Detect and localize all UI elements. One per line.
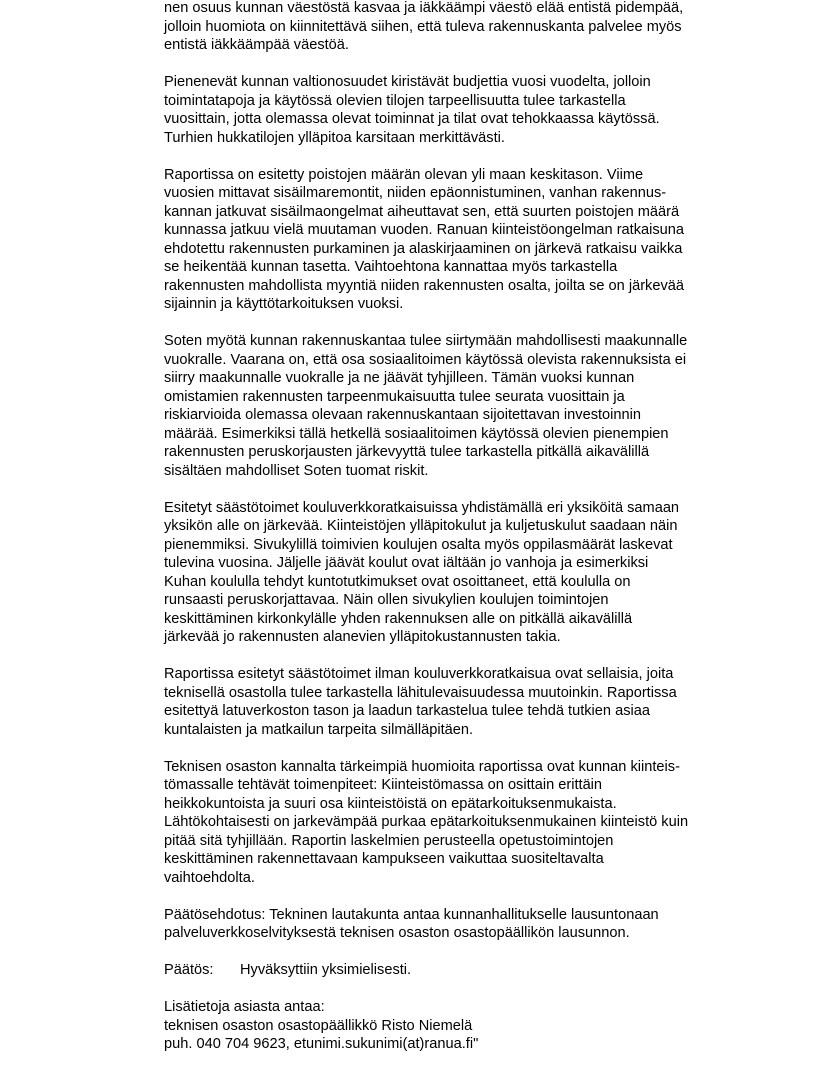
text-line: määrää. Esimerkiksi tällä hetkellä sosiaalitoimen käytössä olevien pienempien [164,425,669,442]
paragraph [164,665,764,739]
text-line: se heikentää kunnan tasetta. Vaihtoehtona kannattaa myös tarkastella [164,259,618,275]
text-line: kunnassa jatkuu vielä muutaman vuoden. Ranuan kiinteistöongelman ratkaisuna [164,222,685,238]
paragraph [164,906,764,943]
decision [164,961,764,980]
paragraph [164,332,764,480]
text-line: runsaasti peruskorjattavaa. Näin ollen sivukylien koulujen toimintojen [164,592,609,608]
text-line: vuosittain, jotta olemassa olevat toiminnat ja tilat ovat tehokkaassa käytössä. [164,111,660,127]
text-line: heikkokuntoista ja suuri osa kiinteistöistä on epätarkoituksenmukaista. [164,795,617,812]
text-line: rakennusten mahdollista myyntiä niiden rakennusten osalta, joilta se on järkevää [164,277,685,294]
text-line: sijainnin ja käyttötarkoituksen vuoksi. [164,296,404,312]
text-line: esitettyä latuverkoston tason ja laadun tarkastelua tulee tehdä tutkien asiaa [164,703,650,719]
paragraph [164,73,764,147]
paragraph [164,758,764,888]
text-line: nen osuus kunnan väestöstä kasvaa ja iäkkäämpi väestö elää entistä pidempää, [164,0,684,16]
text-line: Raportissa on esitetty poistojen määrän olevan yli maan keskitason. Viime [164,166,644,183]
document-body [164,0,764,1072]
contact-info [164,998,764,1054]
text-line: teknisellä osastolla tulee tarkastella lähitulevaisuudessa muutoinkin. Raportissa [164,684,677,701]
contact-line: puh. 040 704 9623, etunimi.sukunimi(at)ranua.fi" [164,1036,479,1052]
text-line: sisältäen mahdolliset Soten tuomat riskit. [164,462,429,479]
text-line: Raportissa esitetyt säästötoimet ilman kouluverkkoratkaisua ovat sellaisia, joita [164,666,674,682]
text-line: tömassalle tehtävät toimenpiteet: Kiinteistömassa on osittain erittäin [164,777,603,793]
text-line: jolloin huomiota on kiinnitettävä siihen, että tuleva rakennuskanta palvelee myös [164,18,682,35]
text-line: vuokralle. Vaarana on, että osa sosiaalitoimen käytössä olevista rakennuksista ei [164,351,687,368]
text-line: rakennusten peruskorjausten järkevyyttä tulee tarkastella pitkällä aikavälillä [164,444,650,460]
text-line: Päätösehdotus: Tekninen lautakunta antaa kunnanhallitukselle lausuntonaan [164,906,659,923]
text-line: keskittäminen kirkonkylälle yhden rakennuksen alle on pitkällä aikavälillä [164,610,633,627]
text-line: järkevää jo rakennusten alanevien ylläpitokustannusten takia. [164,629,561,645]
text-line: Pienenevät kunnan valtionosuudet kiristävät budjettia vuosi vuodelta, jolloin [164,74,651,90]
text-line: vaihtoehdolta. [164,869,255,886]
text-line: entistä iäkkäämpää väestöä. [164,37,349,53]
text-line: siirry maakunnalle vuokralle ja ne jäävät tyhjilleen. Tämän vuoksi kunnan [164,370,635,386]
text-line: Turhien hukkatilojen ylläpitoa karsitaan merkittävästi. [164,129,505,146]
text-line: Esitetyt säästötoimet kouluverkkoratkaisuissa yhdistämällä eri yksiköitä samaan [164,499,680,516]
text-line: yksikön alle on järkevää. Kiinteistöjen ylläpitokulut ja kuljetuskulut saadaan näin [164,518,678,534]
text-line: kuntalaisten ja matkailun tarpeita silmälläpitäen. [164,721,474,738]
paragraph [164,499,764,647]
text-line: ehdotettu rakennusten purkaminen ja alaskirjaaminen on järkevä ratkaisu vaikka [164,240,683,257]
text-line: vuosien mittavat sisäilmaremontit, niiden epäonnistuminen, vanhan rakennus- [164,185,667,201]
paragraph [164,0,764,55]
text-line: toimintatapoja ja käytössä olevien tilojen tarpeellisuutta tulee tarkastella [164,92,626,109]
text-line: kannan jatkuvat sisäilmaongelmat aiheuttavat sen, että suurten poistojen määrä [164,203,680,220]
text-line: keskittäminen rakennettavaan kampukseen vaikuttaa suositeltavalta [164,851,604,867]
text-line: Soten myötä kunnan rakennuskantaa tulee siirtymään mahdollisesti maakunnalle [164,333,688,349]
decision-label: Päätös: [164,962,214,978]
text-line: palveluverkkoselvityksestä teknisen osaston osastopäällikön lausunnon. [164,925,630,941]
text-line: Lähtökohtaisesti on jarkevämpää purkaa epätarkoituksenmukainen kiinteistö kuin [164,814,689,830]
paragraphs [164,0,764,943]
text-line: riskiarvioida olemassa olevaan rakennuskantaan sijoitettavan investoinnin [164,407,642,423]
decision-value: Hyväksyttiin yksimielisesti. [240,962,412,978]
paragraph [164,166,764,314]
text-line: pitää sitä tyhjillään. Raportin laskelmien perusteella opetustoimintojen [164,832,614,849]
text-line: Teknisen osaston kannalta tärkeimpiä huomioita raportissa ovat kunnan kiinteis- [164,758,680,775]
text-line: omistamien rakennusten tarpeenmukaisuutta tulee seurata vuosittain ja [164,388,625,405]
contact-line: teknisen osaston osastopäällikkö Risto Niemelä [164,1017,473,1034]
text-line: Kuhan koululla tehdyt kuntotutkimukset ovat osoittaneet, että koululla on [164,573,631,590]
text-line: tulevina vuosina. Jäljelle jäävät koulut ovat iältään jo vanhoja ja esimerkiksi [164,555,649,571]
text-line: pienemmiksi. Sivukylillä toimivien koulujen osalta myös oppilasmäärät laskevat [164,536,673,553]
contact-line: Lisätietoja asiasta antaa: [164,999,325,1015]
